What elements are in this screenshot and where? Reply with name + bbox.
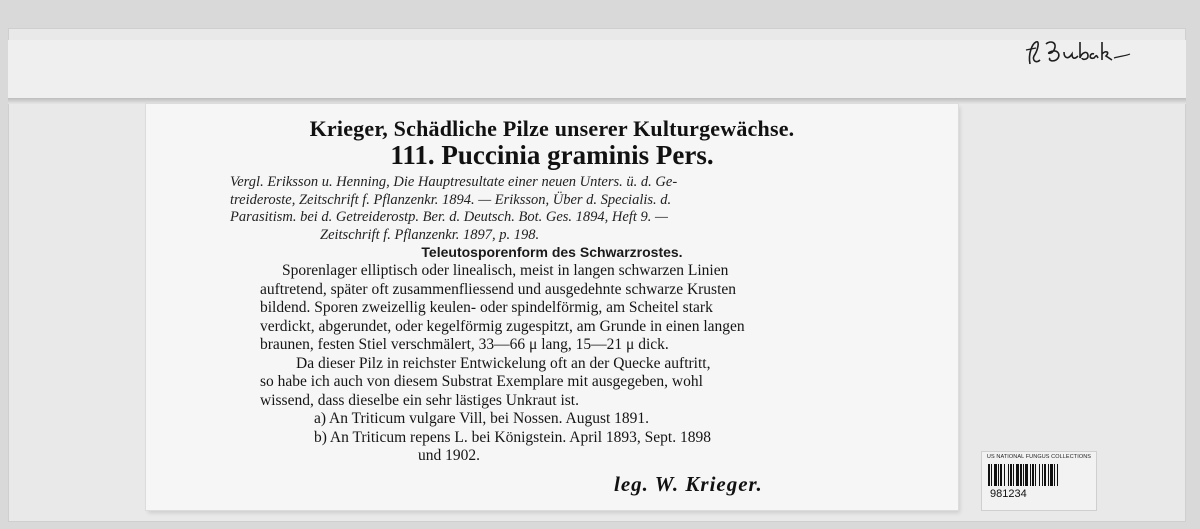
description-block <box>260 262 860 466</box>
barcode-number: 981234 <box>990 488 1027 500</box>
description-line: Sporenlager elliptisch oder linealisch, meist in langen schwarzen Linien <box>282 262 729 279</box>
locality-line: b) An Triticum repens L. bei Königstein. April 1893, Sept. 1898 <box>314 428 711 446</box>
specimen-label <box>146 104 958 510</box>
description-line: verdickt, abgerundet, oder kegelförmig zugespitzt, am Grunde in einen langen <box>260 317 745 335</box>
form-title: Teleutosporenform des Schwarzrostes. <box>421 244 683 260</box>
board-upper-band <box>8 40 1186 98</box>
series-title: Krieger, Schädliche Pilze unserer Kulturgewächse. <box>309 116 795 141</box>
barcode-caption: US NATIONAL FUNGUS COLLECTIONS <box>986 454 1092 460</box>
description-line: auftretend, später oft zusammenfliessend und ausgedehnte schwarze Krusten <box>260 280 737 298</box>
locality-line: und 1902. <box>418 447 480 464</box>
reference-line: Parasitism. bei d. Getreiderostp. Ber. d. Deutsch. Bot. Ges. 1894, Heft 9. — <box>230 209 668 225</box>
collector-signature: leg. W. Krieger. <box>614 472 763 496</box>
handwritten-signature <box>1022 34 1134 74</box>
reference-line: treideroste, Zeitschrift f. Pflanzenkr. 1894. — Eriksson, Über d. Specialis. d. <box>230 191 672 208</box>
note-line: Da dieser Pilz in reichster Entwickelung oft an der Quecke auftritt, <box>296 354 711 372</box>
barcode-label <box>982 452 1096 510</box>
note-line: so habe ich auch von diesem Substrat Exemplare mit ausgegeben, wohl <box>260 373 703 390</box>
species-title: 111. Puccinia graminis Pers. <box>390 140 714 170</box>
barcode-icon <box>988 464 1090 486</box>
description-line: bildend. Sporen zweizellig keulen- oder spindelförmig, am Scheitel stark <box>260 299 713 316</box>
literature-references <box>230 174 880 244</box>
reference-line: Vergl. Eriksson u. Henning, Die Hauptresultate einer neuen Unters. ü. d. Ge- <box>230 174 678 190</box>
locality-line: a) An Triticum vulgare Vill, bei Nossen. August 1891. <box>314 410 650 427</box>
description-line: braunen, festen Stiel verschmälert, 33—66 μ lang, 15—21 μ dick. <box>260 336 669 353</box>
reference-line: Zeitschrift f. Pflanzenkr. 1897, p. 198. <box>320 226 540 243</box>
note-line: wissend, dass dieselbe ein sehr lästiges Unkraut ist. <box>260 391 579 409</box>
